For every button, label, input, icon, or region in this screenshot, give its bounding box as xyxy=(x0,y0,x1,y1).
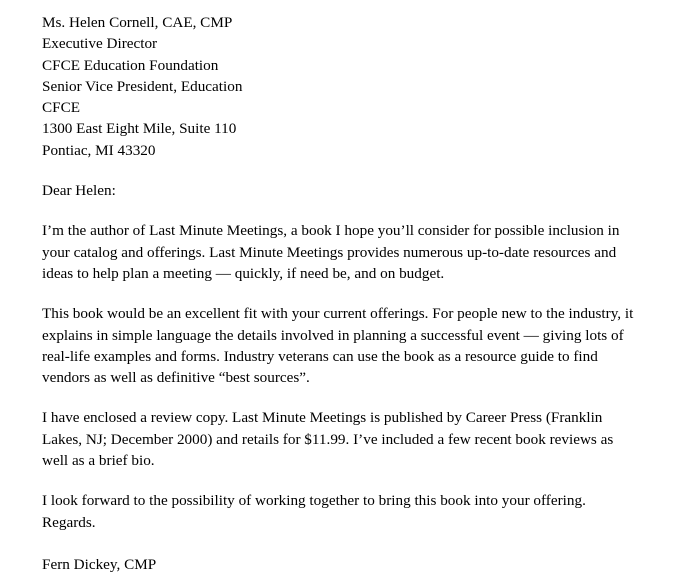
recipient-street: 1300 East Eight Mile, Suite 110 xyxy=(42,120,237,138)
body-paragraph-intro: I’m the author of Last Minute Meetings, a book I hope you’ll consider for possible inclusion in your catalog and offerings. Last Minute Meetings provides numerous up-to-date resources and ideas to help plan a meeting — quickly, if need be, and on budget. xyxy=(42,222,620,282)
salutation: Dear Helen: xyxy=(42,182,116,200)
body-paragraph-enclosure: I have enclosed a review copy. Last Minute Meetings is published by Career Press (Franklin Lakes, NJ; December 2000) and retails for $11.99. I’ve included a few recent book reviews as well as a brief bio. xyxy=(42,409,614,470)
recipient-second-title: Senior Vice President, Education xyxy=(42,77,243,95)
signature: Fern Dickey, CMP xyxy=(42,555,157,573)
recipient-name: Ms. Helen Cornell, CAE, CMP xyxy=(42,14,233,31)
recipient-title: Executive Director xyxy=(42,35,158,53)
recipient-company: CFCE xyxy=(42,99,80,117)
recipient-organization: CFCE Education Foundation xyxy=(42,56,219,74)
recipient-city-state-zip: Pontiac, MI 43320 xyxy=(42,141,156,159)
closing-phrase: Regards. xyxy=(42,513,96,531)
body-paragraph-closing: I look forward to the possibility of working together to bring this book into your offering. xyxy=(42,492,586,510)
body-paragraph-fit: This book would be an excellent fit with your current offerings. For people new to the industry, it explains in simple language the details involved in planning a successful event — giving lots of real-life examples and forms. Industry veterans can use the book as a resource guide to find vendors as well as definitive “best sources”. xyxy=(42,305,634,387)
recipient-address xyxy=(42,12,655,161)
